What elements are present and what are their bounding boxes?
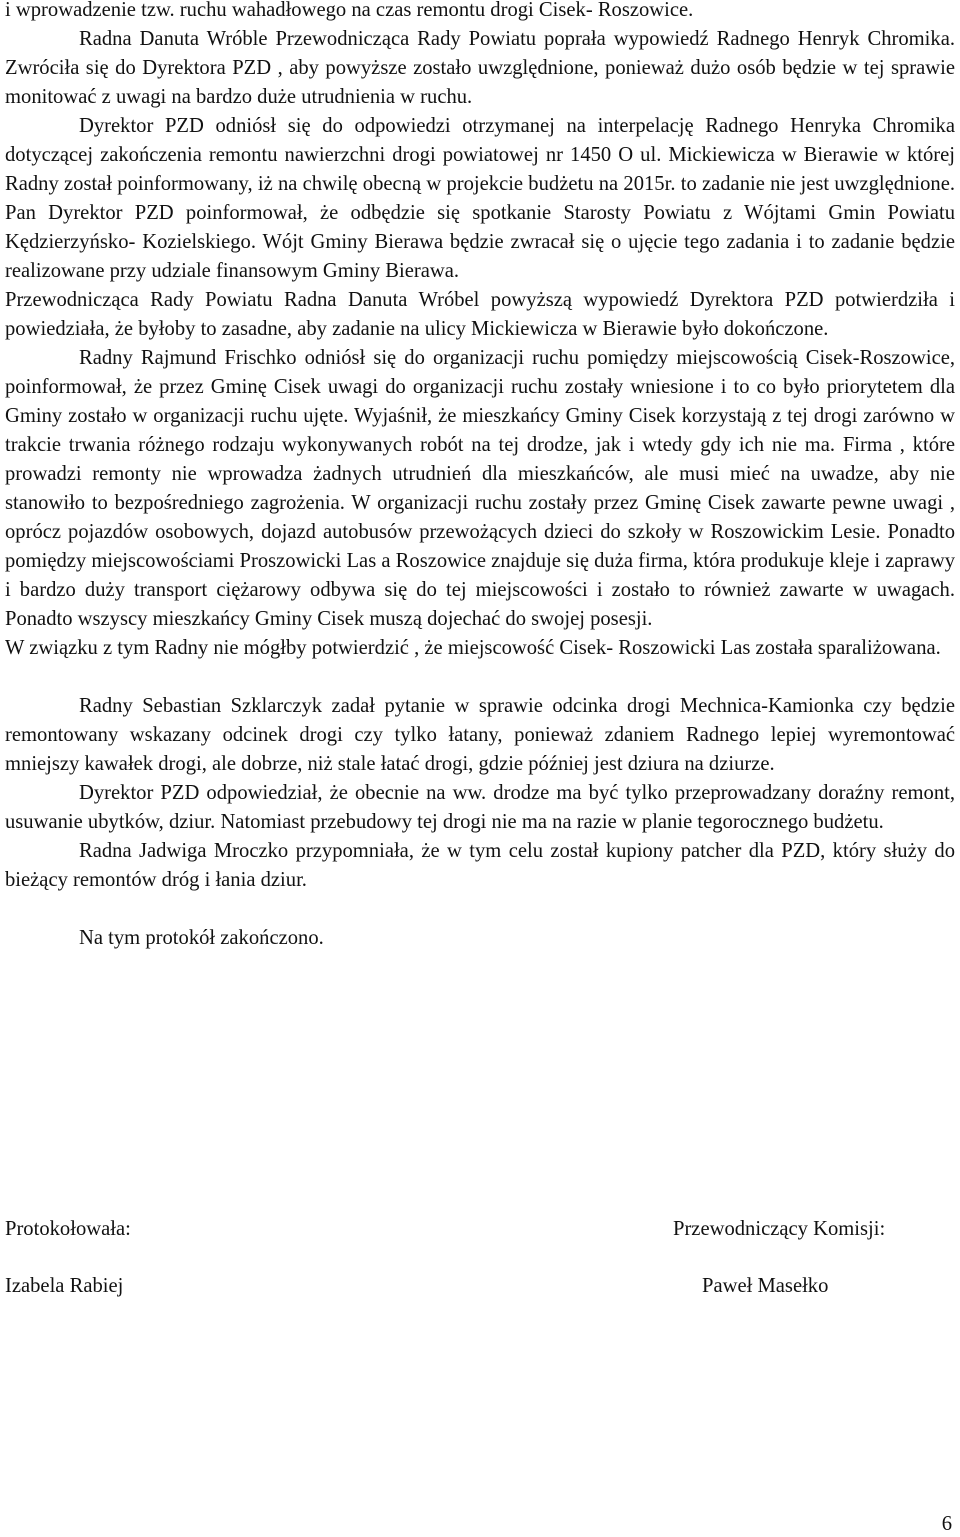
paragraph-9: Radna Jadwiga Mroczko przypomniała, że w tym celu został kupiony patcher dla PZD, który służy do bieżący remontów dróg i łania dziur. xyxy=(5,840,955,891)
paragraph-3: Dyrektor PZD odniósł się do odpowiedzi otrzymanej na interpelację Radnego Henryka Chromika dotyczącej zakończenia remontu nawierzchni drogi powiatowej nr 1450 O ul. Mickiewicza w Bierawie w której Radny został poinformowany, iż na chwilę obecną w projekcie budżetu na 2015r. to zadanie nie jest uwzględnione. Pan Dyrektor PZD poinformował, że odbędzie się spotkanie Starosty Powiatu z Wójtami Gmin Powiatu Kędzierzyńsko- Kozielskiego. Wójt Gminy Bierawa będzie zwracał się o ujęcie tego zadania i to zadanie będzie realizowane przy udziale finansowym Gminy Bierawa. xyxy=(5,115,955,282)
page-number: 6 xyxy=(941,1513,952,1535)
chairman-name: Paweł Masełko xyxy=(702,1275,829,1297)
chairman-label: Przewodniczący Komisji: xyxy=(673,1218,886,1240)
paragraph-8: Dyrektor PZD odpowiedział, że obecnie na ww. drodze ma być tylko przeprowadzany doraźny remont, usuwanie ubytków, dziur. Natomiast przebudowy tej drogi nie ma na razie w planie tegorocznego budżetu. xyxy=(5,782,955,833)
paragraph-1: i wprowadzenie tzw. ruchu wahadłowego na czas remontu drogi Cisek- Roszowice. xyxy=(5,0,694,21)
document-body xyxy=(5,0,955,953)
paragraph-6: W związku z tym Radny nie mógłby potwierdzić , że miejscowość Cisek- Roszowicki Las została sparaliżowana. xyxy=(5,637,941,659)
recorder-name: Izabela Rabiej xyxy=(5,1275,124,1297)
paragraph-7: Radny Sebastian Szklarczyk zadał pytanie w sprawie odcinka drogi Mechnica-Kamionka czy będzie remontowany wskazany odcinek drogi czy tylko łatany, ponieważ zdaniem Radnego lepiej wyremontować mniejszy kawałek drogi, ale dobrze, niż stale łatać drogi, gdzie później jest dziura na dziurze. xyxy=(5,695,955,775)
recorder-label: Protokołowała: xyxy=(5,1218,131,1240)
closing-statement: Na tym protokół zakończono. xyxy=(79,927,324,949)
paragraph-2: Radna Danuta Wróble Przewodnicząca Rady Powiatu poprała wypowiedź Radnego Henryk Chromika. Zwróciła się do Dyrektora PZD , aby powyższe zostało uwzględnione, ponieważ dużo osób będzie w tej sprawie monitować z uwagi na bardzo duże utrudnienia w ruchu. xyxy=(5,28,955,108)
paragraph-5: Radny Rajmund Frischko odniósł się do organizacji ruchu pomiędzy miejscowością Cisek-Roszowice, poinformował, że przez Gminę Cisek uwagi do organizacji ruchu zostały wniesione i to co było priorytetem dla Gminy zostało w organizacji ruchu ujęte. Wyjaśnił, że mieszkańcy Gminy Cisek korzystają z tej drogi zarówno w trakcie trwania różnego rodzaju wykonywanych robót na tej drodze, jak i wtedy gdy ich nie ma. Firma , które prowadzi remonty nie wprowadza żadnych utrudnień dla mieszkańców, ale musi mieć na uwadze, aby nie stanowiło to bezpośredniego zagrożenia. W organizacji ruchu zostały przez Gminę Cisek zawarte pewne uwagi , oprócz pojazdów osobowych, dojazd autobusów przewożących dzieci do szkoły w Roszowickim Lesie. Ponadto pomiędzy miejscowościami Proszowicki Las a Roszowice znajduje się duża firma, która produkuje kleje i zaprawy i bardzo duży transport ciężarowy odbywa się do tej miejscowości i zostało to również zawarte w uwagach. Ponadto wszyscy mieszkańcy Gminy Cisek muszą dojechać do swojej posesji. xyxy=(5,347,955,630)
paragraph-4: Przewodnicząca Rady Powiatu Radna Danuta Wróbel powyższą wypowiedź Dyrektora PZD potwierdziła i powiedziała, że byłoby to zasadne, aby zadanie na ulicy Mickiewicza w Bierawie było dokończone. xyxy=(5,289,955,340)
